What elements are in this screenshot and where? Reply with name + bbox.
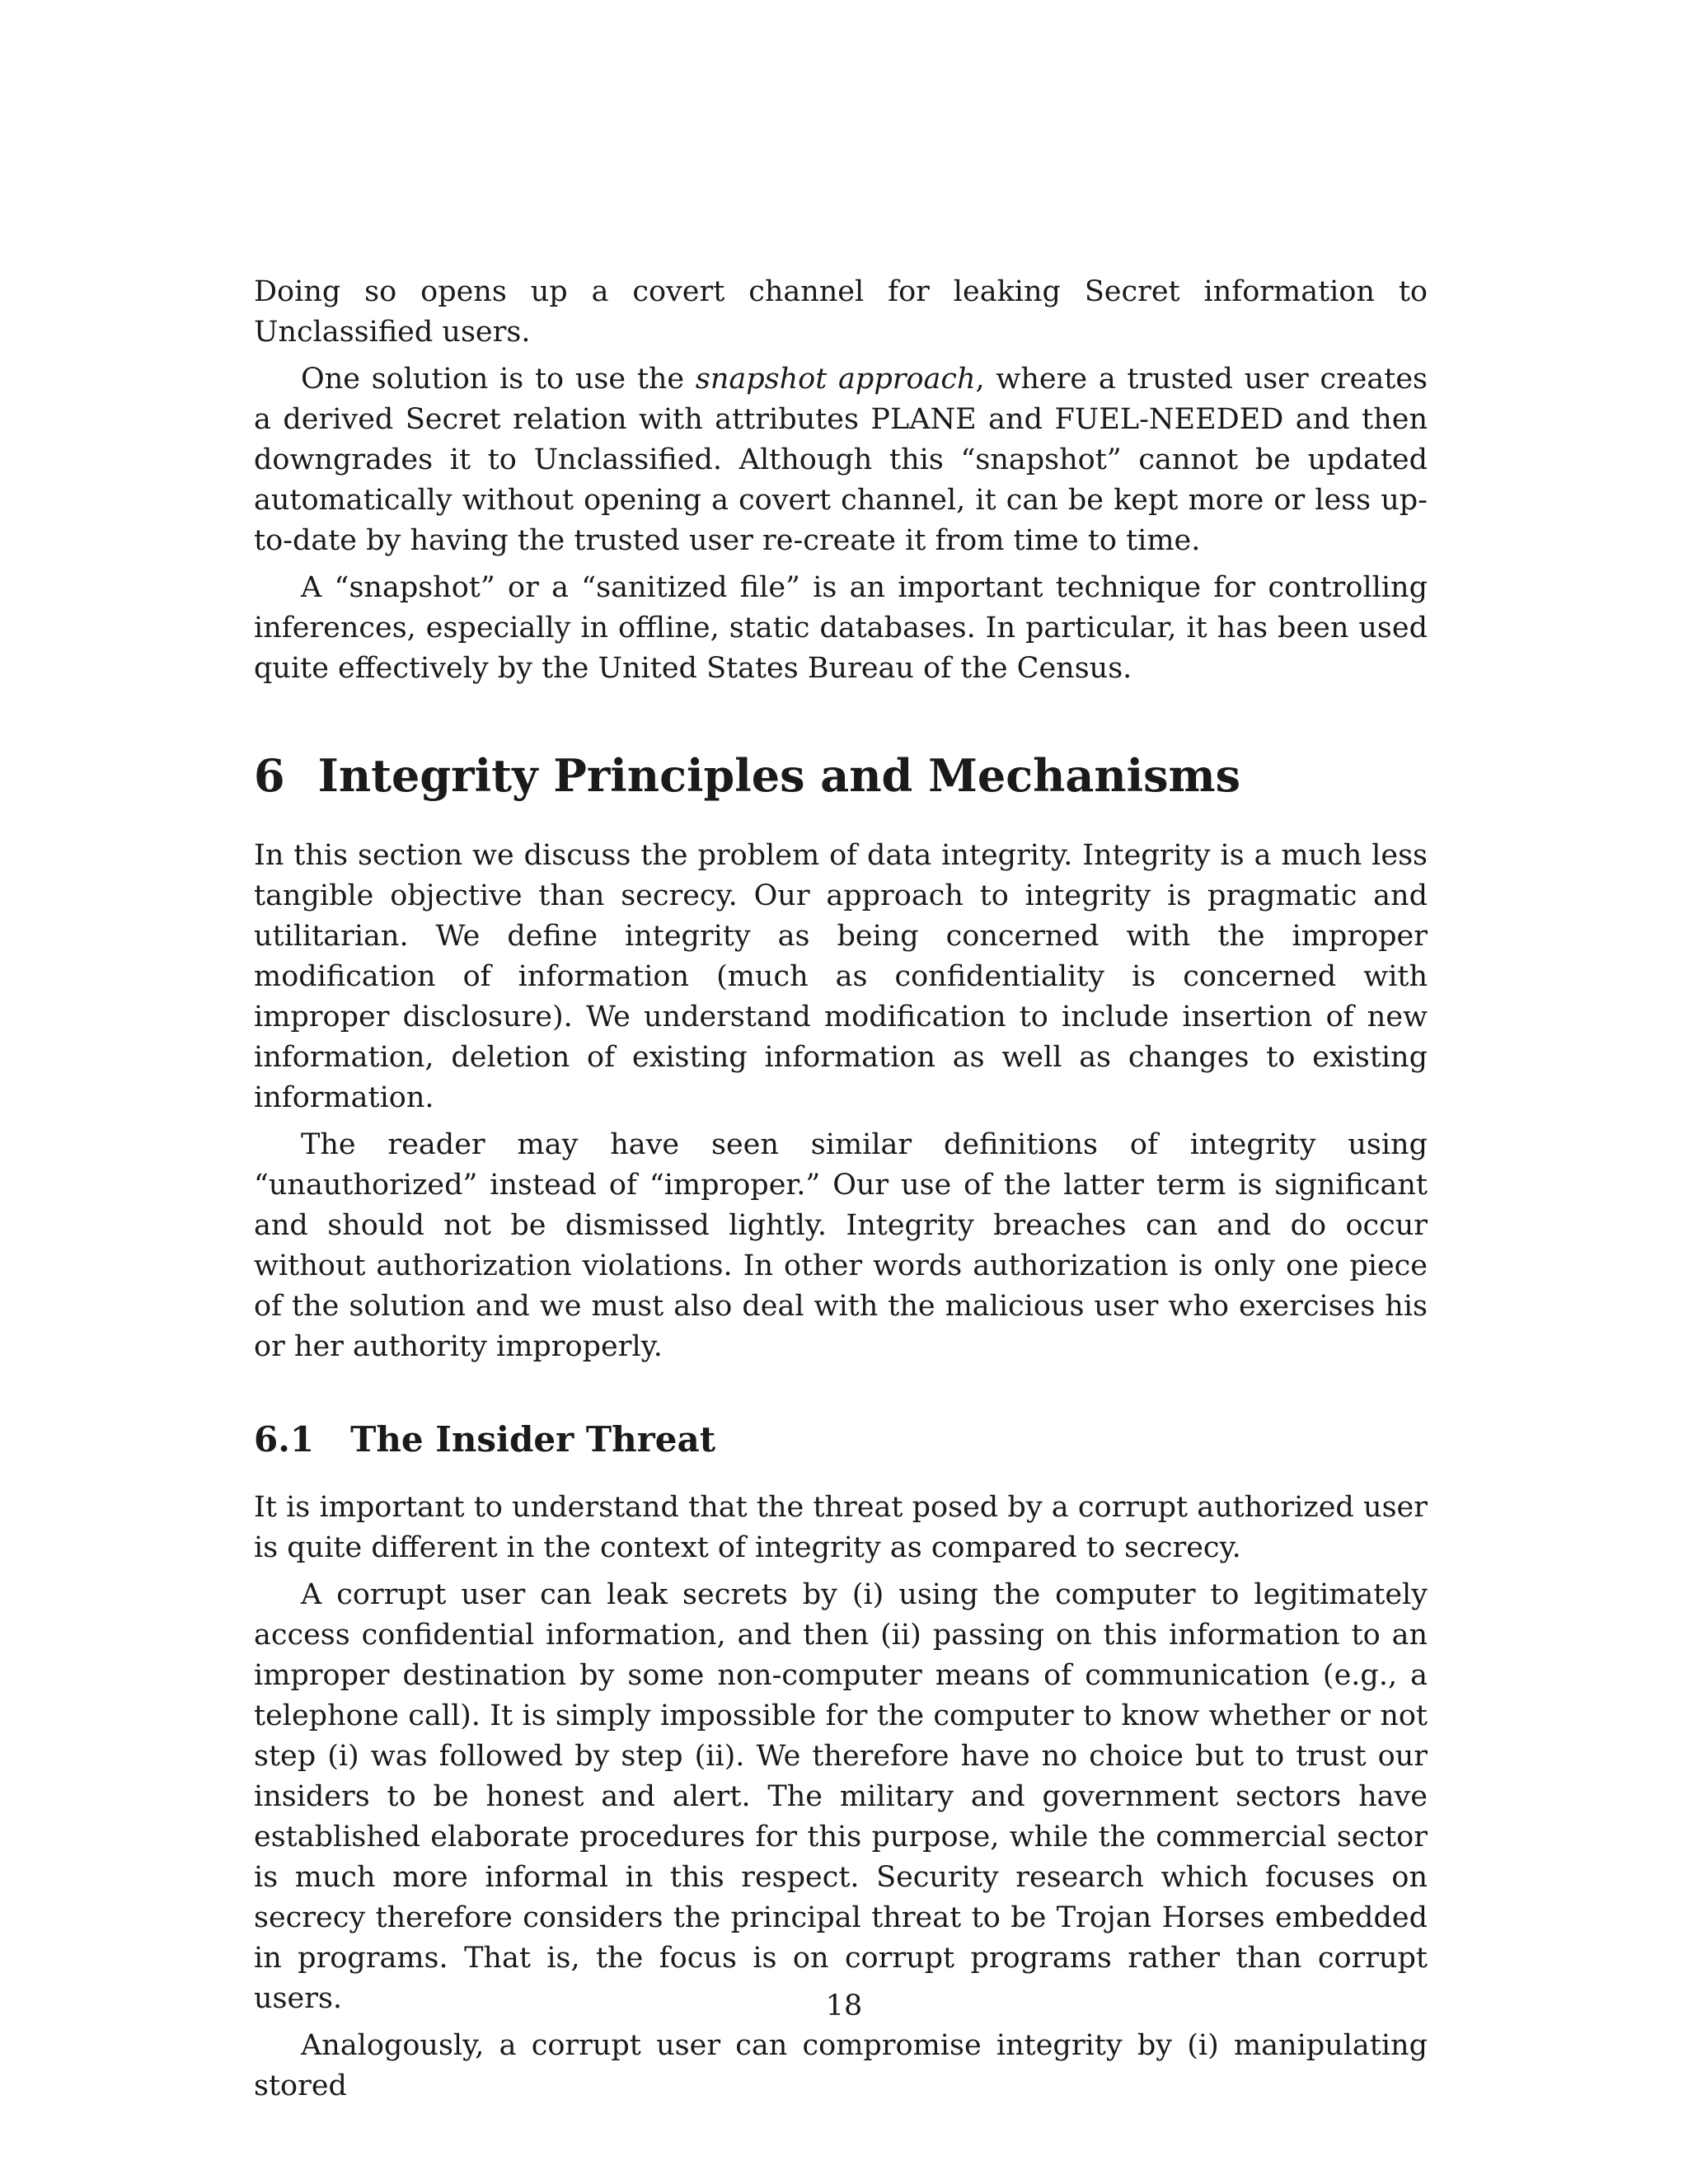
- section-title: Integrity Principles and Mechanisms: [317, 749, 1241, 802]
- subsection-number: 6.1: [254, 1419, 315, 1460]
- paragraph-corrupt-user-secrecy: A corrupt user can leak secrets by (i) using the computer to legitimately access confidential information, and then (ii) passing on this information to an improper destination by some non-computer means of communication (e.g., a telephone call). It is simply impossible for the computer to know whether or not step (i) was followed by step (ii). We therefore have no choice but to trust our insiders to be honest and alert. The military and government sectors have established elaborate procedures for this purpose, while the commercial sector is much more informal in this respect. Security research which focuses on secrecy therefore considers the principal threat to be Trojan Horses embedded in programs. That is, the focus is on corrupt programs rather than corrupt users.: [254, 1578, 1428, 2015]
- paragraph-integrity-definition: In this section we discuss the problem of data integrity. Integrity is a much less tangible objective than secrecy. Our approach to integrity is pragmatic and utilitarian. We define integrity as being concerned with the improper modification of information (much as confidentiality is concerned with improper disclosure). We understand modification to include insertion of new information, deletion of existing information as well as changes to existing information.: [254, 839, 1428, 1114]
- page-number: 18: [825, 1990, 863, 2022]
- paragraph-sanitized-file: A “snapshot” or a “sanitized file” is an important technique for controlling inferences, especially in offline, static databases. In particular, it has been used quite effectively by the United States Bureau of the Census.: [254, 571, 1428, 685]
- page-body: [254, 272, 1428, 2107]
- paragraph-snapshot-approach: [254, 359, 1428, 561]
- paragraph-snapshot-text-a: One solution is to use the: [301, 363, 696, 396]
- snapshot-approach-term: snapshot approach: [695, 363, 976, 396]
- section-number: 6: [254, 749, 285, 802]
- paragraph-continuation: Doing so opens up a covert channel for leaking Secret information to Unclassified users.: [254, 275, 1428, 349]
- section-heading-6: [254, 747, 1428, 804]
- paragraph-improper-vs-unauthorized: The reader may have seen similar definitions of integrity using “unauthorized” instead of “improper.” Our use of the latter term is significant and should not be dismissed lightly. Integrity breaches can and do occur without authorization violations. In other words authorization is only one piece of the solution and we must also deal with the malicious user who exercises his or her authority improperly.: [254, 1128, 1428, 1363]
- subsection-title: The Insider Threat: [350, 1419, 716, 1460]
- paragraph-insider-threat-intro: It is important to understand that the threat posed by a corrupt authorized user is quite different in the context of integrity as compared to secrecy.: [254, 1491, 1428, 1564]
- paragraph-snapshot-text-b: , where a trusted user creates a derived Secret relation with attributes PLANE and FUEL-NEEDED and then downgrades it to Unclassified. Although this “snapshot” cannot be updated automatically without opening a covert channel, it can be kept more or less up-to-date by having the trusted user re-create it from time to time.: [254, 363, 1428, 557]
- paragraph-corrupt-user-integrity: Analogously, a corrupt user can compromise integrity by (i) manipulating stored: [254, 2029, 1428, 2102]
- subsection-heading-6-1: [254, 1417, 1428, 1463]
